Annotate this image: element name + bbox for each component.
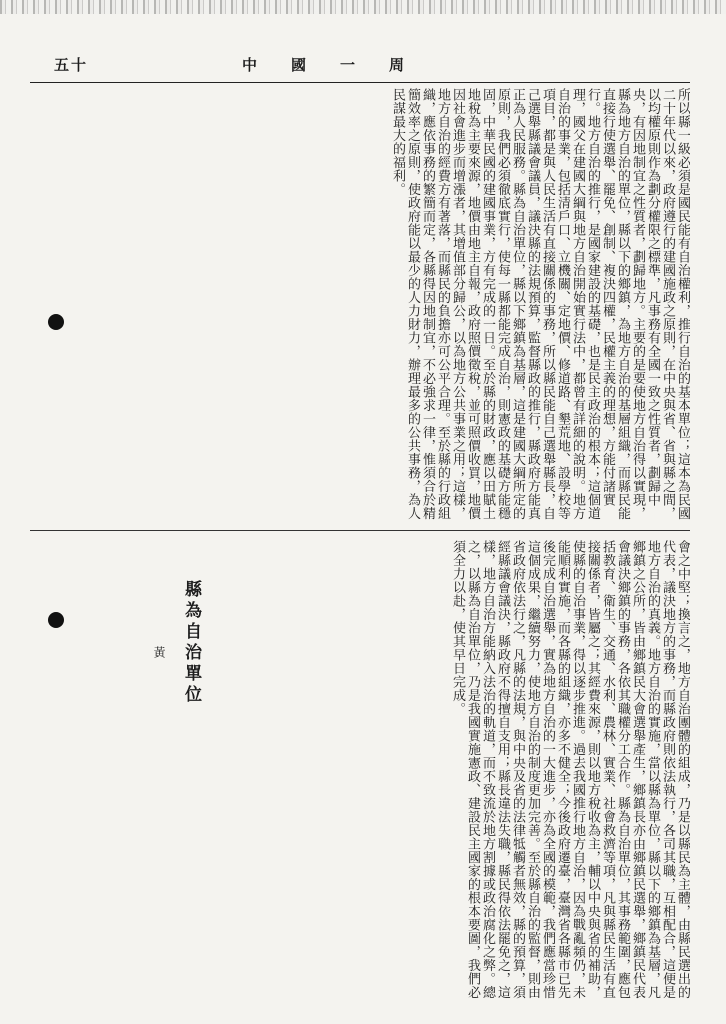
binding-hole-top	[48, 314, 64, 330]
section-divider	[30, 530, 690, 531]
section-title: 縣為自治單位	[180, 580, 204, 720]
page-header	[40, 48, 640, 78]
journal-name: 中國一周	[241, 56, 438, 74]
binding-hole-bottom	[48, 612, 64, 628]
header-divider	[30, 82, 690, 83]
page-number: 五十	[54, 56, 89, 74]
article-top-body: 所以縣一級必須是國民能有自治權利，推行自治的基本單位；這本為民國二十年代以來，政府遵行的建國施政之原則，在中央與省、省與縣之間，以均權原則作為劃分權限之標準，凡事務有全國一致之性質者，劃歸中央，有因地制宜之性質者，劃歸地方。主要的是要使地方自治得以實現，縣為地方自治的單位，縣以下的鄉鎮，為地方自治的基層組織，而縣民能直接行使選舉、罷免、創制、複決四權，民權主義的理想，方能付諸實行。地方自治的推行，是國家建設的基礎，也是民主政治的根本；這個道理，國父在建國大綱與地方自治開始實行法中，都曾有詳細的說明。地方自治的事業，包括清戶口、立機關、定地價、修道路、墾荒地、設學校等項目，都是與人民生活有直接關係的事務，所以縣民能自己選舉縣長，自己選舉縣議會議員，議決縣的法規預算，監督縣政的推行，縣政府方能真正為人民服務。縣為自治單位，縣以下鄉鎮為基層，這是建國大綱所定的原則，我們必須徹底實行，使每一縣都能完成自治，則憲政的基礎方能穩固，中華民國的建國事業，方有完成的一日。至於縣的財政，應以田賦土地稅為主要來源，地價由地主自報，政府照價徵稅，並可照價收買，地價因社會進步而增漲者，其增值部分歸公，以為地方公共事業之用；這樣，地方自治的經費方有著落，而縣民的負擔亦可公平合理。至於縣的行政組織，應依事務的繁簡而定，各縣得因地制宜，不必強求一律，惟須合於精簡效率之原則，使政府能以最少的人力財力，辦理最多的公共事務，為人民謀最大的福利。	[390, 88, 690, 520]
section-author: 黃	[152, 646, 166, 661]
scan-edge-noise	[0, 0, 726, 14]
article-bottom-body: 會之中堅；換言之，地方自治團體的組成，乃是以縣民為主體，由縣民選出的代表，議決地方的事務，而縣政府則依法執行，各司其職，互相配合，這便是地方自治的真義。地方自治的實施，當以縣為單位，縣以下的鄉鎮為基層，凡鄉鎮之公所，皆由鄉鎮民大會選舉產生，鄉鎮長亦由鄉鎮民選舉，鄉鎮民代表會議決鄉鎮的事務，各依其職權分工合作。縣為自治單位，其事務範圍，應包括教育、衛生、交通、水利、農林、實業、社會救濟等項，凡與縣民生活有直接關係者，皆屬之；其經費來源，則以地方稅收為主，輔以中央與省的補助，使縣的自治事業，得以逐步推進。過去我國推行地方自治，因為戰亂頻仍，未能順利實施，而各縣的組織，亦多不健全；今後政府遷臺，臺灣省各縣市已先後完成自治選舉，實為地方自治的一大進步，亦為全國的模範，我們應當珍惜這個成果，繼續努力，使地方自治的制度更加完善。至於縣自治的監督，則由省政府依法行之，凡縣的法規，與中央及省的法律牴觸者無效，縣的預算，須經縣議會議決，縣政府不得擅自支用；縣長違法失職，縣民得依法罷免之，這樣，地方自治方能納入法治的軌道，而不致流於地方割據或政治腐化之弊。總之，以縣為自治單位，乃是我國實施憲政、建設民主國家的根本要圖，我們必須全力以赴，使其早日完成。	[450, 540, 690, 999]
